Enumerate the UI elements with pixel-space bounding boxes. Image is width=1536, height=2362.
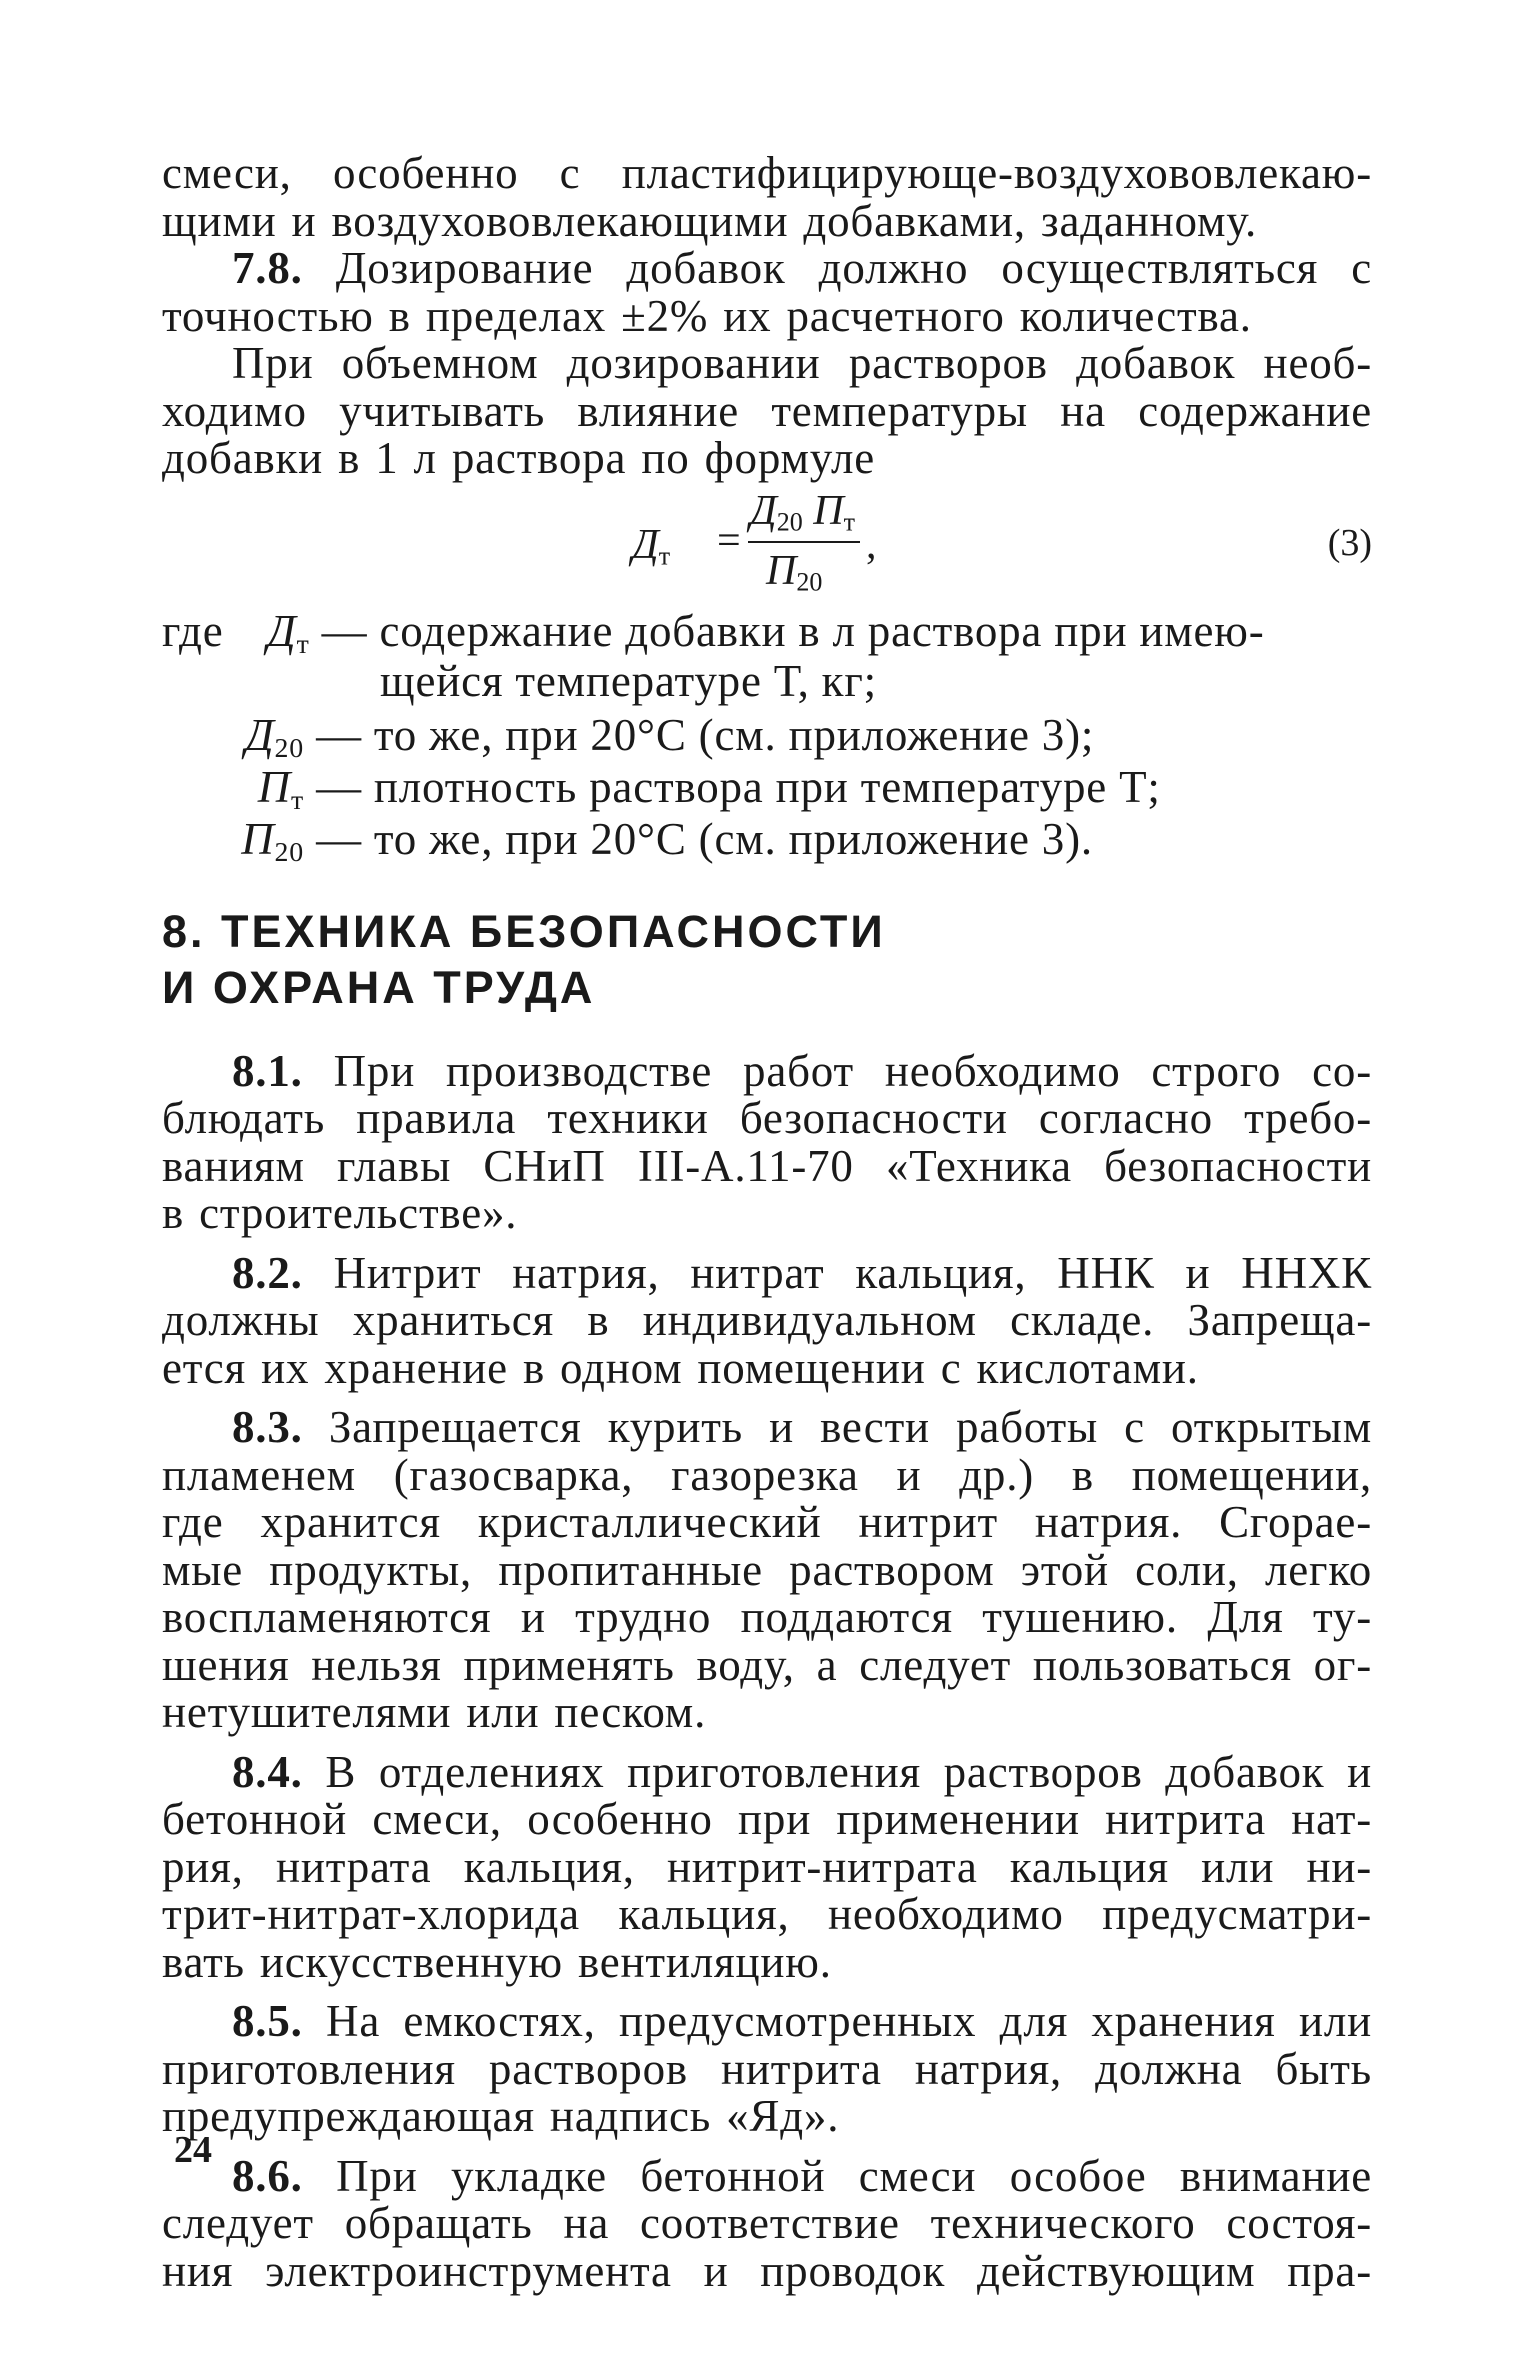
text-line: в строительстве». — [162, 1188, 518, 1238]
text-line: воспламеняются и трудно поддаются тушению. Для ту- — [162, 1592, 1372, 1642]
text-line: добавки в 1 л раствора по формуле — [162, 433, 876, 483]
formula-comma: , — [866, 521, 877, 568]
text-line: Запрещается курить и вести работы с открытым — [328, 1402, 1372, 1452]
text-line: Дозирование добавок должно осуществляться с — [335, 243, 1372, 293]
text-line: пламенем (газосварка, газорезка и др.) в помещении, — [162, 1449, 1372, 1500]
text-line: вать искусственную вентиляцию. — [162, 1936, 832, 1987]
text-line: При производстве работ необходимо строго со- — [333, 1045, 1372, 1096]
page-number: 24 — [174, 2129, 212, 2171]
clause-number: 8.2. — [232, 1247, 303, 1298]
formula-denominator: $П_{20}$ — [766, 547, 823, 596]
clause-number: 8.3. — [232, 1402, 303, 1452]
clause-8-2 — [162, 1247, 1372, 1393]
clause-8-4 — [162, 1746, 1372, 1987]
text-line: рия, нитрата кальция, нитрит-нитрата кальция или ни- — [162, 1841, 1372, 1892]
text-line: мые продукты, пропитанные раствором этой соли, легко — [162, 1544, 1372, 1595]
equation-number: (3) — [1327, 521, 1372, 564]
clause-8-5 — [162, 1998, 1372, 2141]
text-line: шения нельзя применять воду, а следует пользоваться ог- — [162, 1639, 1372, 1690]
clause-number: 8.5. — [232, 1996, 303, 2046]
definition-row: щейся температуре Т, кг; — [380, 655, 877, 706]
text-line: В отделениях приготовления растворов добавок и — [325, 1746, 1372, 1797]
clause-8-1 — [162, 1045, 1372, 1238]
paragraph-7-8 — [162, 245, 1372, 340]
where-word: где — [162, 605, 224, 656]
text-line: трит-нитрат-хлорида кальция, необходимо предусматри- — [162, 1889, 1372, 1939]
clause-number: 8.4. — [232, 1746, 303, 1797]
text-line: предупреждающая надпись «Яд». — [162, 2091, 840, 2141]
fraction-bar — [748, 541, 860, 543]
page-body — [162, 150, 1372, 2295]
section-heading — [162, 904, 1372, 1016]
definition-row: где $Д_т$ — содержание добавки в л раствора при имею- — [162, 605, 1265, 660]
text-line: смеси, особенно с пластифицирующе-воздухововлекаю- — [162, 148, 1372, 198]
text-line: следует обращать на соответствие технического состоя- — [162, 2198, 1372, 2248]
text-line: бетонной смеси, особенно при применении нитрита нат- — [162, 1794, 1372, 1844]
text-line: ется их хранение в одном помещении с кислотами. — [162, 1342, 1199, 1393]
variable-definitions — [162, 605, 1372, 870]
text-line: приготовления растворов нитрита натрия, должна быть — [162, 2043, 1372, 2094]
clause-number: 7.8. — [232, 243, 303, 293]
paragraph-dosing — [162, 340, 1372, 483]
text-line: нетушителями или песком. — [162, 1687, 707, 1737]
formula-numerator: $Д_{20}$ $П_т$ — [750, 487, 855, 536]
text-line: ходимо учитывать влияние температуры на содержание — [162, 385, 1372, 436]
text-line: точностью в пределах ±2% их расчетного количества. — [162, 290, 1252, 341]
text-line: ваниям главы СНиП III-А.11-70 «Техника безопасности — [162, 1140, 1372, 1191]
clause-8-3 — [162, 1404, 1372, 1737]
text-line: щими и воздухововлекающими добавками, заданному. — [162, 195, 1258, 246]
clause-number: 8.6. — [232, 2150, 303, 2201]
definition-row: $Д_{20}$ — то же, при 20°С (см. приложение 3); — [245, 709, 1095, 764]
text-line: При укладке бетонной смеси особое внимание — [336, 2150, 1372, 2201]
intro-paragraph — [162, 150, 1372, 245]
heading-line: 8. ТЕХНИКА БЕЗОПАСНОСТИ — [162, 905, 886, 957]
text-line: где хранится кристаллический нитрит натрия. Сгорае- — [162, 1497, 1372, 1547]
text-line: На емкостях, предусмотренных для хранения или — [326, 1996, 1372, 2046]
formula-3 — [162, 487, 1372, 605]
heading-line: И ОХРАНА ТРУДА — [162, 961, 596, 1013]
formula-lhs: $Д_т$ — [632, 521, 671, 570]
text-line: Нитрит натрия, нитрат кальция, ННК и ННХК — [333, 1247, 1372, 1298]
text-line: ния электроинструмента и проводок действующим пра- — [162, 2245, 1372, 2296]
formula-equals: = — [717, 517, 741, 564]
text-line: блюдать правила техники безопасности согласно требо- — [162, 1093, 1372, 1143]
text-line: При объемном дозировании растворов добавок необ- — [232, 338, 1372, 388]
definition-row: $П_т$ — плотность раствора при температуре Т; — [257, 761, 1161, 816]
definition-row: $П_{20}$ — то же, при 20°С (см. приложение 3). — [241, 813, 1093, 868]
text-line: должны храниться в индивидуальном складе. Запреща- — [162, 1295, 1372, 1345]
clause-number: 8.1. — [232, 1045, 303, 1096]
